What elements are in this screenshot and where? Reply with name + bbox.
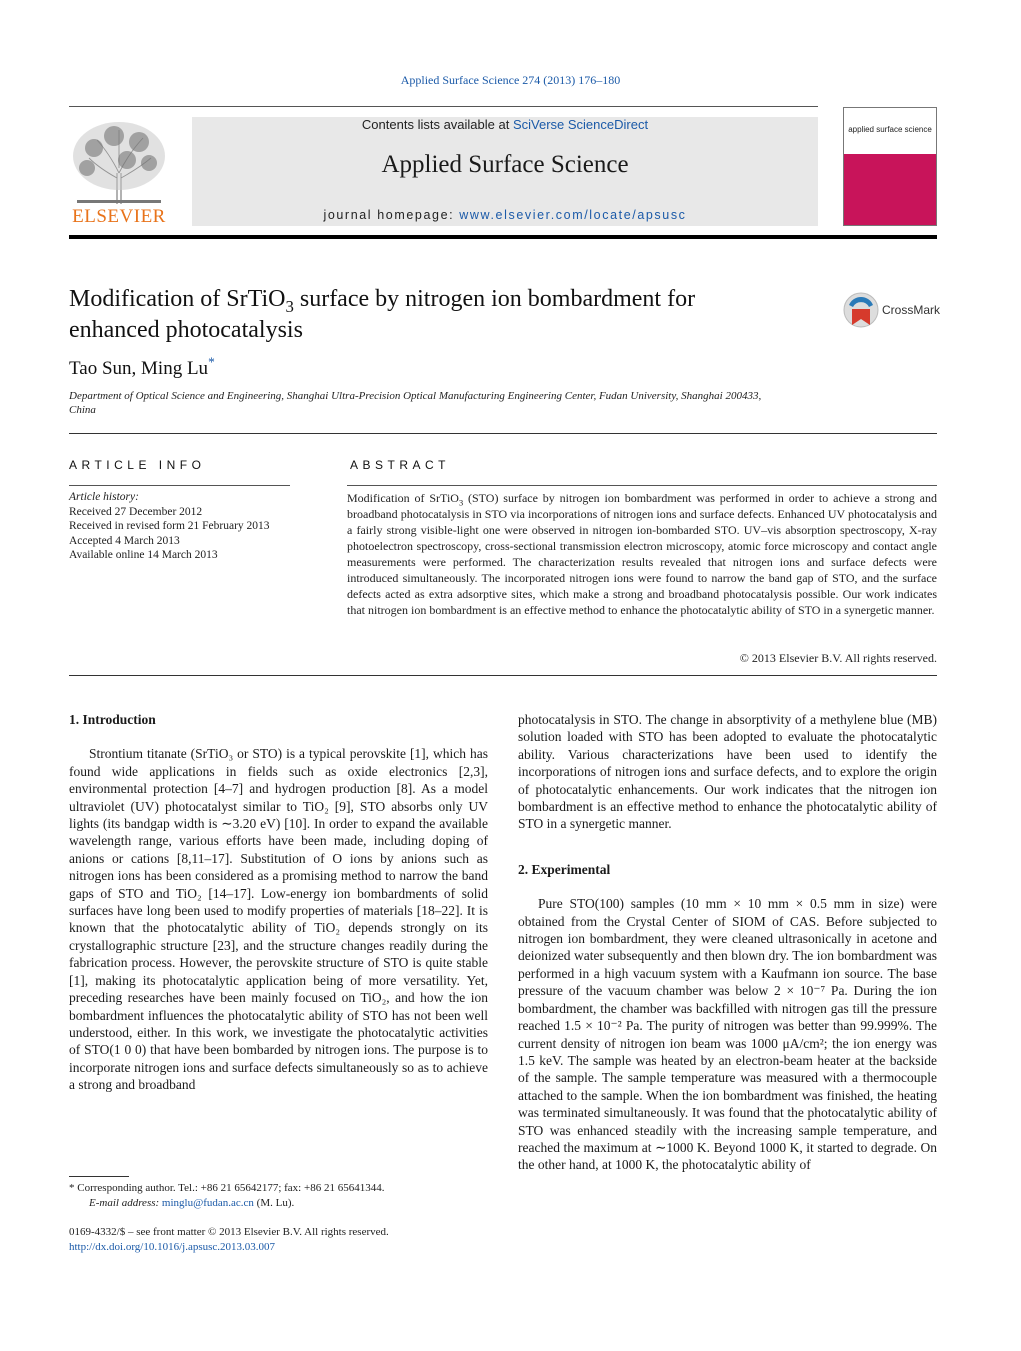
history-label: Article history: xyxy=(69,491,139,503)
abstract-heading: ABSTRACT xyxy=(350,458,451,472)
left-column xyxy=(69,711,488,1094)
abstract-copyright: © 2013 Elsevier B.V. All rights reserved. xyxy=(739,651,937,665)
homepage-prefix: journal homepage: xyxy=(323,208,460,222)
email-suffix: (M. Lu). xyxy=(253,1197,295,1209)
header-divider-top xyxy=(69,106,818,107)
elsevier-logo-text: ELSEVIER xyxy=(72,206,166,227)
article-history xyxy=(69,490,289,563)
corresponding-author-note: * Corresponding author. Tel.: +86 21 65642177; fax: +86 21 65641344. xyxy=(69,1182,385,1194)
abstract-text xyxy=(347,490,937,618)
footnote xyxy=(69,1181,488,1211)
experimental-heading: 2. Experimental xyxy=(518,861,611,877)
crossmark-icon xyxy=(842,291,882,329)
contents-prefix: Contents lists available at xyxy=(361,117,513,132)
title-part1: Modification of SrTiO xyxy=(69,286,286,312)
title-subscript: 3 xyxy=(285,296,294,316)
sciencedirect-link[interactable]: SciVerse ScienceDirect xyxy=(512,117,649,132)
corresponding-mark[interactable]: * xyxy=(208,354,215,370)
info-divider-bottom xyxy=(69,675,937,676)
right-column xyxy=(518,711,937,1174)
author-list xyxy=(69,354,215,380)
paper-title xyxy=(69,284,789,346)
history-received: Received 27 December 2012 xyxy=(69,505,203,518)
crossmark-badge[interactable] xyxy=(842,291,941,329)
email-line xyxy=(69,1196,488,1211)
intro-continuation: photocatalysis in STO. The change in absorptivity of a methylene blue (MB) solution loaded with STO has been adopted to evaluate the photocatalytic ability. Various characterizations have been used to identify the incorporations of nitrogen ions and surface defects, and to explore the origin of photocatalytic enhancements. Our work indicates that the nitrogen ion bombardment is an effective method to enhance the photocatalytic ability of STO in a synergetic manner. xyxy=(518,712,937,832)
article-info-rule xyxy=(69,485,290,486)
journal-title: Applied Surface Science xyxy=(381,151,629,178)
homepage-line xyxy=(192,208,818,222)
abstract-rule xyxy=(347,485,937,486)
abstract-subscript: 3 xyxy=(458,498,464,508)
affiliation: Department of Optical Science and Engineering, Shanghai Ultra-Precision Optical Manufacturing Engineering Center, Fudan University, Shanghai 200433, China xyxy=(69,390,762,416)
header-divider-thick xyxy=(69,235,937,239)
history-accepted: Accepted 4 March 2013 xyxy=(69,534,180,547)
footnote-rule xyxy=(69,1176,129,1177)
history-revised: Received in revised form 21 February 2013 xyxy=(69,520,270,532)
experimental-paragraph: Pure STO(100) samples (10 mm × 10 mm × 0.5 mm in size) were obtained from the Crystal Center of SIOM of CAS. Before subjected to nitrogen ion bombardment, they were cleaned ultrasonically in acetone and deionized water subsequently and then blown dry. The ion bombardment was performed in a high vacuum system with a Kaufmann ion source. The base pressure of the vacuum chamber was below 2 × 10⁻⁷ Pa. During the ion bombardment, the chamber was backfilled with nitrogen gas till the pressure reached 1.5 × 10⁻² Pa. The purity of nitrogen was better than 99.999%. The current density of nitrogen ion beam was 1000 μA/cm²; the ion energy was 1.5 keV. The sample was heated by an electron-beam heater at the backside of the sample. The sample temperature was measured with a thermocouple attached to the sample. When the ion bombardment was finished, the heating was terminated simultaneously. It was found that the photocatalytic ability of STO was enhanced steadily with the increasing sample temperature, and reached the maximum at ∼1000 K. Beyond 1000 K, it started to degrade. On the other hand, at 1000 K, the photocatalytic ability of xyxy=(518,896,937,1173)
history-online: Available online 14 March 2013 xyxy=(69,549,218,561)
crossmark-label: CrossMark xyxy=(882,303,941,317)
contents-line xyxy=(192,117,818,132)
abstract-part-a: Modification of SrTiO xyxy=(347,491,459,505)
cover-title: applied surface science xyxy=(848,125,932,134)
doi-link[interactable]: http://dx.doi.org/10.1016/j.apsusc.2013.03.007 xyxy=(69,1241,276,1253)
authors-text: Tao Sun, Ming Lu xyxy=(69,358,209,379)
email-link[interactable]: minglu@fudan.ac.cn xyxy=(161,1197,254,1209)
intro-paragraph: Strontium titanate (SrTiO₃ or STO) is a typical perovskite [1], which has found wide applications in fields such as oxide electronics [2,3], environmental protection [4–7] and hydrogen production [8]. As a model ultraviolet (UV) photocatalyst similar to TiO₂ [9], STO absorbs only UV lights (its bandgap width is ∼3.20 eV) [10]. In order to expand the available wavelength range, various efforts have been made, including doping of anions or cations [8,11–17]. Substitution of O ions by anions such as nitrogen ions has been considered as a promising method to narrow the band gaps of STO and TiO₂ [14–17]. Low-energy ion bombardments of solid surfaces have long been used to modify properties of materials [18–22]. It is known that the photocatalytic ability of TiO₂ depends strongly on its crystallographic structure [23], and the structure changes readily during the fabrication process. However, the perovskite structure of STO is quite stable [1], making its photocatalytic application being of more versatility. Yet, preceding researches have been mainly focused on TiO₂, and how the ion bombardment influences the photocatalytic ability of STO has not been well understood, either. In this work, we investigate the photocatalytic activities of STO(1 0 0) that have been bombarded by nitrogen ions. The purpose is to incorporate nitrogen ions and surface defects simultaneously so as to achieve a strong and broadband xyxy=(69,746,488,1093)
abstract-part-b: (STO) surface by nitrogen ion bombardment was performed in order to achieve a strong and broadband photocatalysis in STO via incorporations of nitrogen ions and surface defects. Enhanced UV photocatalysis and a fairly strong visible-light one were observed in nitrogen ion-bombarded STO. UV–vis absorption spectroscopy, X-ray photoelectron spectroscopy, cross-sectional transmission electron microscopy, atomic force microscopy and contact angle measurements were performed. The characterization results revealed that nitrogen ions and surface defects were introduced simultaneously. The incorporated nitrogen ions were found to narrow the band gap of STO, and the surface defects acted as extra adsorptive sites, which make a strong and broadband photocatalysis possible. Our work indicates that nitrogen ion bombardment is an effective method to enhance the photocatalytic ability of STO in a synergetic manner. xyxy=(347,491,937,617)
info-divider-top xyxy=(69,433,937,434)
issn-block xyxy=(69,1225,488,1255)
article-info-heading: ARTICLE INFO xyxy=(69,458,206,472)
elsevier-tree-icon xyxy=(69,118,169,206)
intro-heading: 1. Introduction xyxy=(69,712,156,727)
issn-line: 0169-4332/$ – see front matter © 2013 Elsevier B.V. All rights reserved. xyxy=(69,1226,389,1238)
journal-citation[interactable]: Applied Surface Science 274 (2013) 176–180 xyxy=(400,73,621,87)
homepage-link[interactable]: www.elsevier.com/locate/apsusc xyxy=(459,208,687,222)
email-label: E-mail address: xyxy=(89,1197,162,1209)
title-part2: surface by nitrogen ion bombardment for enhanced photocatalysis xyxy=(69,286,696,343)
journal-cover[interactable] xyxy=(843,107,937,226)
